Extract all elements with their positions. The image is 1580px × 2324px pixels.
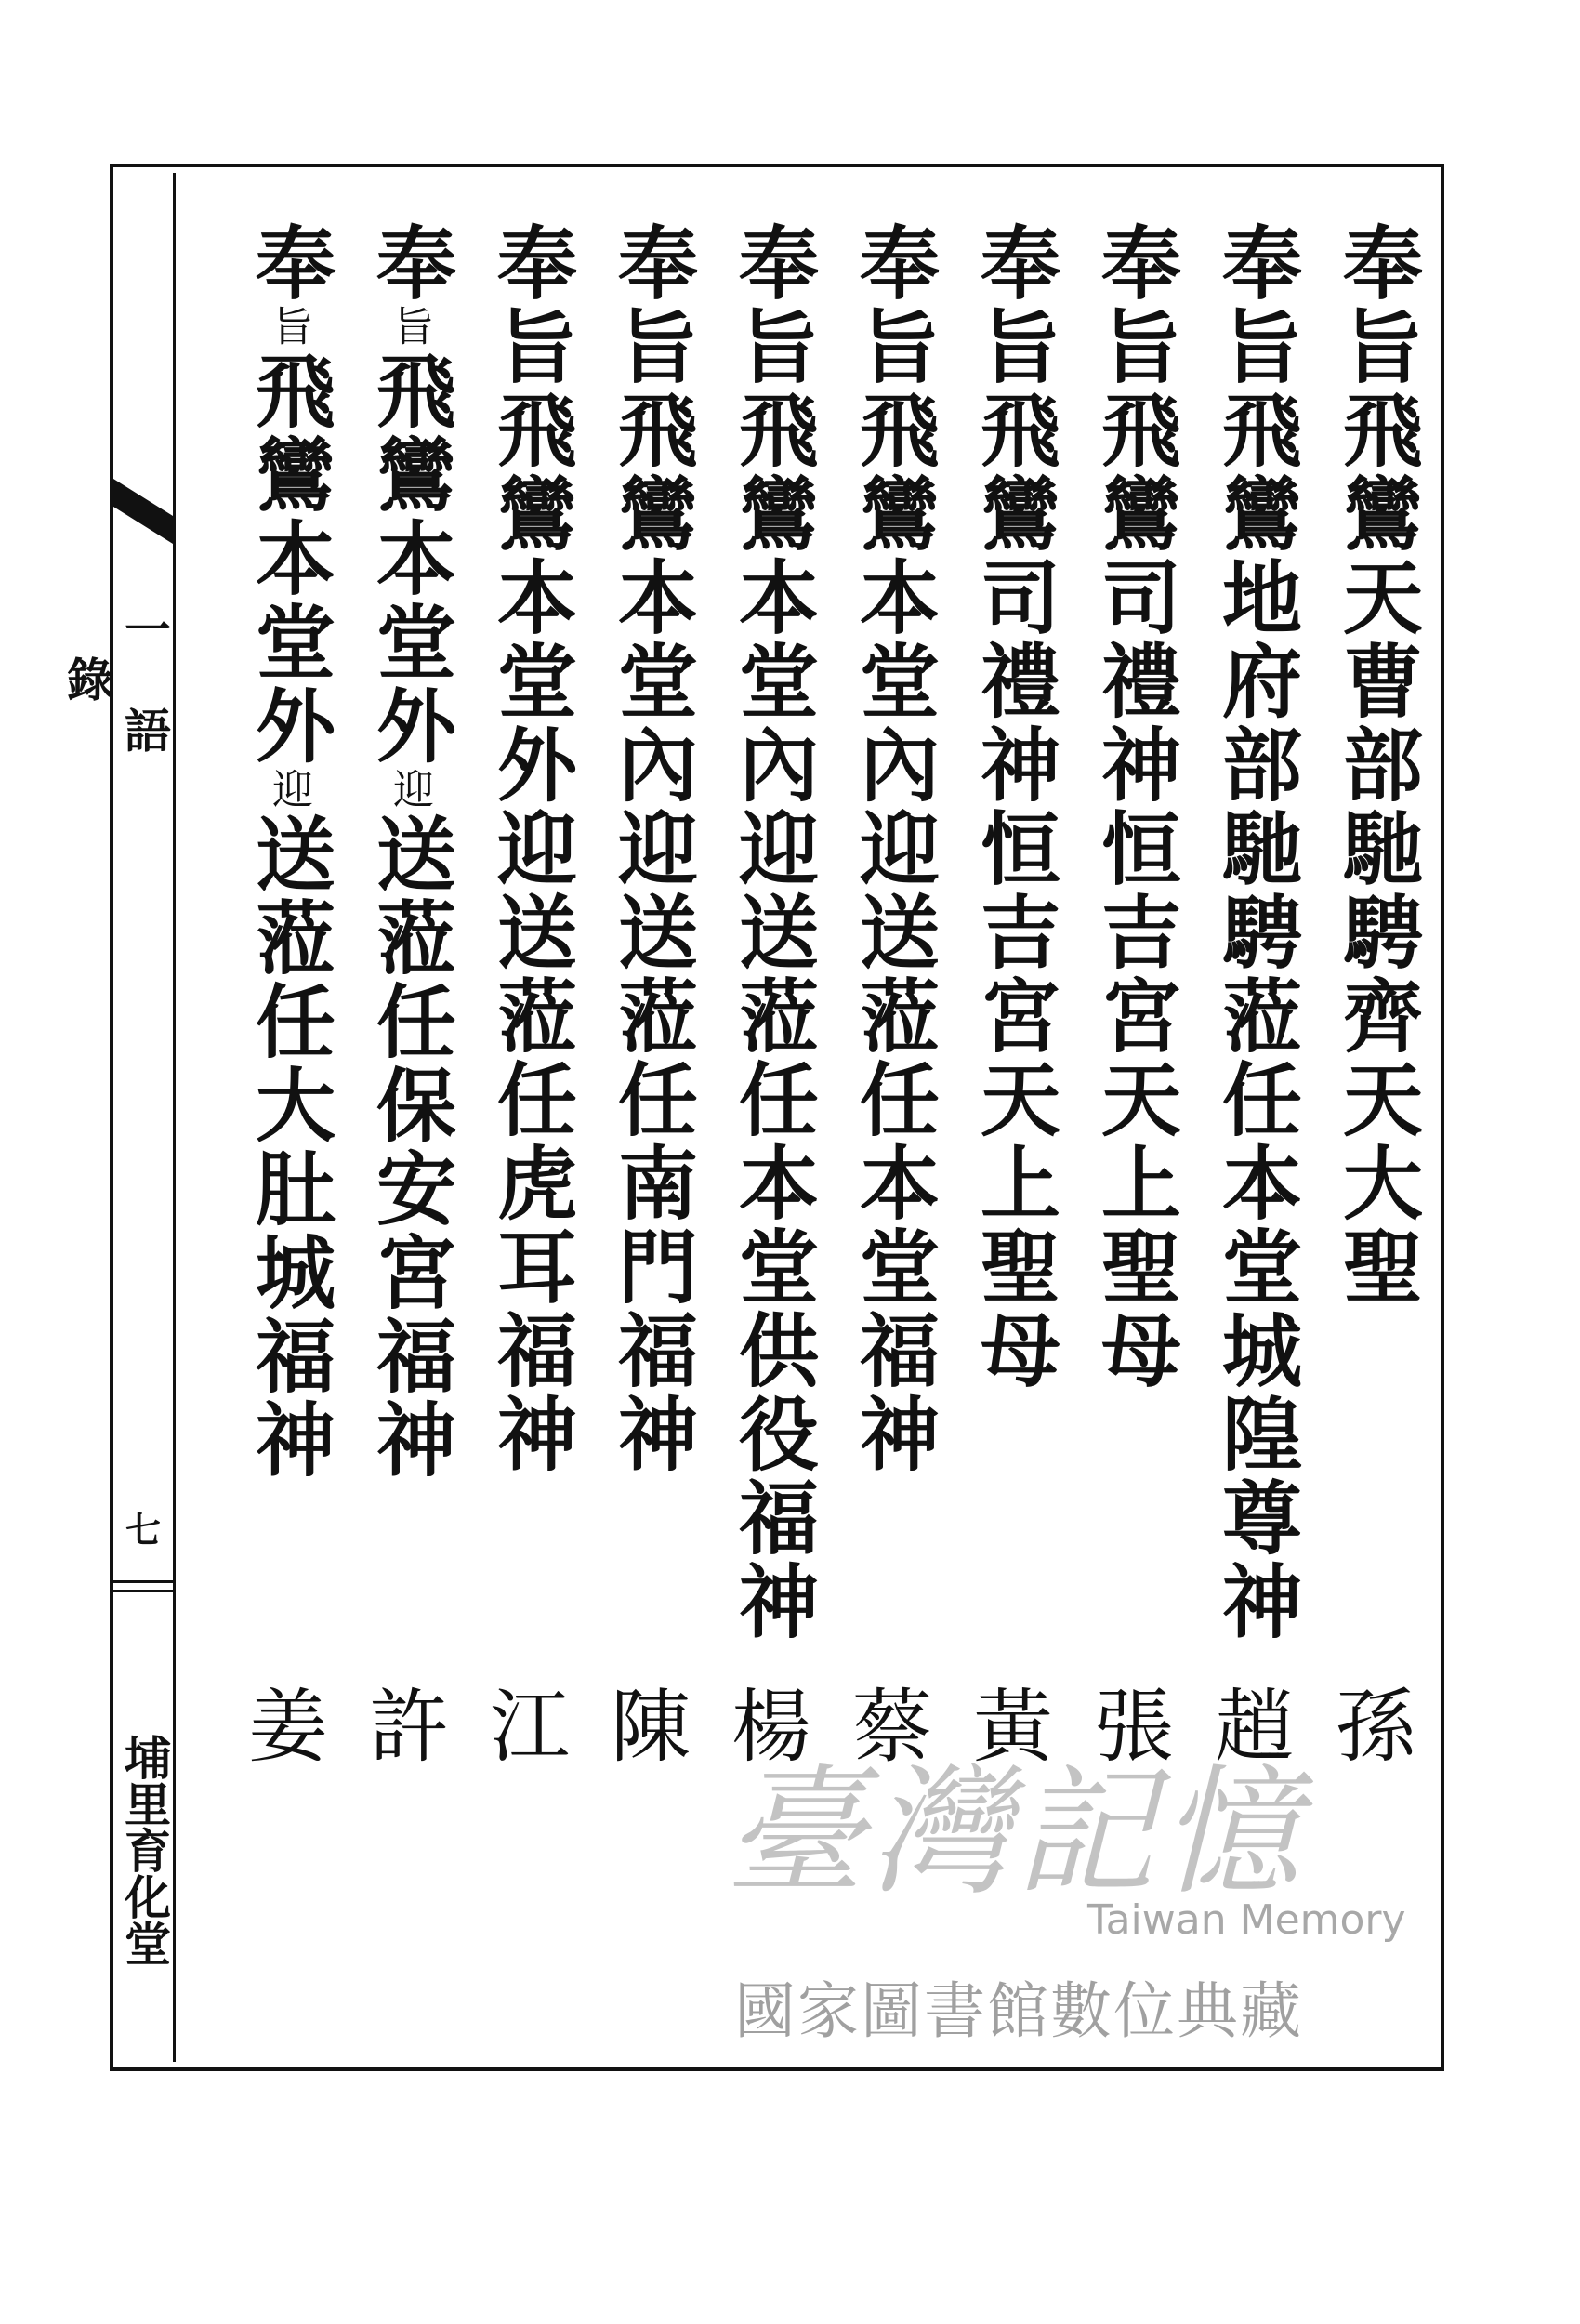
column-name: 許 xyxy=(369,1681,449,1774)
column-name: 江 xyxy=(490,1681,570,1774)
column-name: 張 xyxy=(1094,1681,1174,1774)
margin-column xyxy=(59,167,173,2067)
margin-rule xyxy=(113,1580,173,1583)
column-name: 姜 xyxy=(248,1681,328,1774)
margin-title: 一 語 錄 xyxy=(59,604,172,753)
page-number: 七 xyxy=(125,1509,161,1551)
watermark-script: 臺灣記憶 xyxy=(725,1752,1306,1914)
margin-rule xyxy=(113,1590,173,1592)
column-text: 奉旨飛鸞地府部馳騁蒞任本堂城隍尊神 xyxy=(1208,221,1302,1644)
text-column xyxy=(1329,221,1422,1309)
text-column xyxy=(483,221,576,1476)
text-column xyxy=(725,221,818,1644)
column-name: 孫 xyxy=(1336,1681,1415,1774)
fish-tail-mark-icon xyxy=(113,479,173,544)
column-text: 奉旨飛鸞司禮神恒吉宮天上聖母 xyxy=(967,221,1060,1393)
text-column xyxy=(362,221,455,1482)
column-name: 陳 xyxy=(611,1681,691,1774)
column-name: 趙 xyxy=(1215,1681,1295,1774)
text-column xyxy=(967,221,1060,1393)
watermark-chinese: 國家圖書館數位典藏 xyxy=(734,1975,1303,2047)
text-column xyxy=(1087,221,1180,1393)
column-text: 奉旨飛鸞本堂內迎送蒞任南門福神 xyxy=(604,221,698,1476)
column-text: 奉旨飛鸞本堂內迎送蒞任本堂供役福神 xyxy=(725,221,819,1644)
column-text: 奉旨飛鸞天曹部馳騁齊天大聖 xyxy=(1329,221,1423,1309)
column-text: 奉旨飛鸞司禮神恒吉宮天上聖母 xyxy=(1087,221,1181,1393)
margin-publisher: 埔里育化堂 xyxy=(117,1734,172,1966)
text-column xyxy=(1208,221,1301,1644)
column-text: 奉旨飛鸞本堂內迎送蒞任本堂福神 xyxy=(846,221,940,1476)
text-column xyxy=(242,221,335,1482)
column-name: 楊 xyxy=(731,1681,811,1774)
column-name: 黃 xyxy=(973,1681,1053,1774)
text-column xyxy=(846,221,939,1476)
column-text: 奉旨飛鸞本堂外迎送蒞任大肚城福神 xyxy=(242,221,336,1482)
text-column xyxy=(604,221,697,1476)
column-name: 蔡 xyxy=(852,1681,932,1774)
column-text: 奉旨飛鸞本堂外迎送蒞任虎耳福神 xyxy=(483,221,577,1476)
watermark-english: Taiwan Memory xyxy=(1087,1896,1406,1944)
column-text: 奉旨飛鸞本堂外迎送蒞任保安宮福神 xyxy=(362,221,456,1482)
